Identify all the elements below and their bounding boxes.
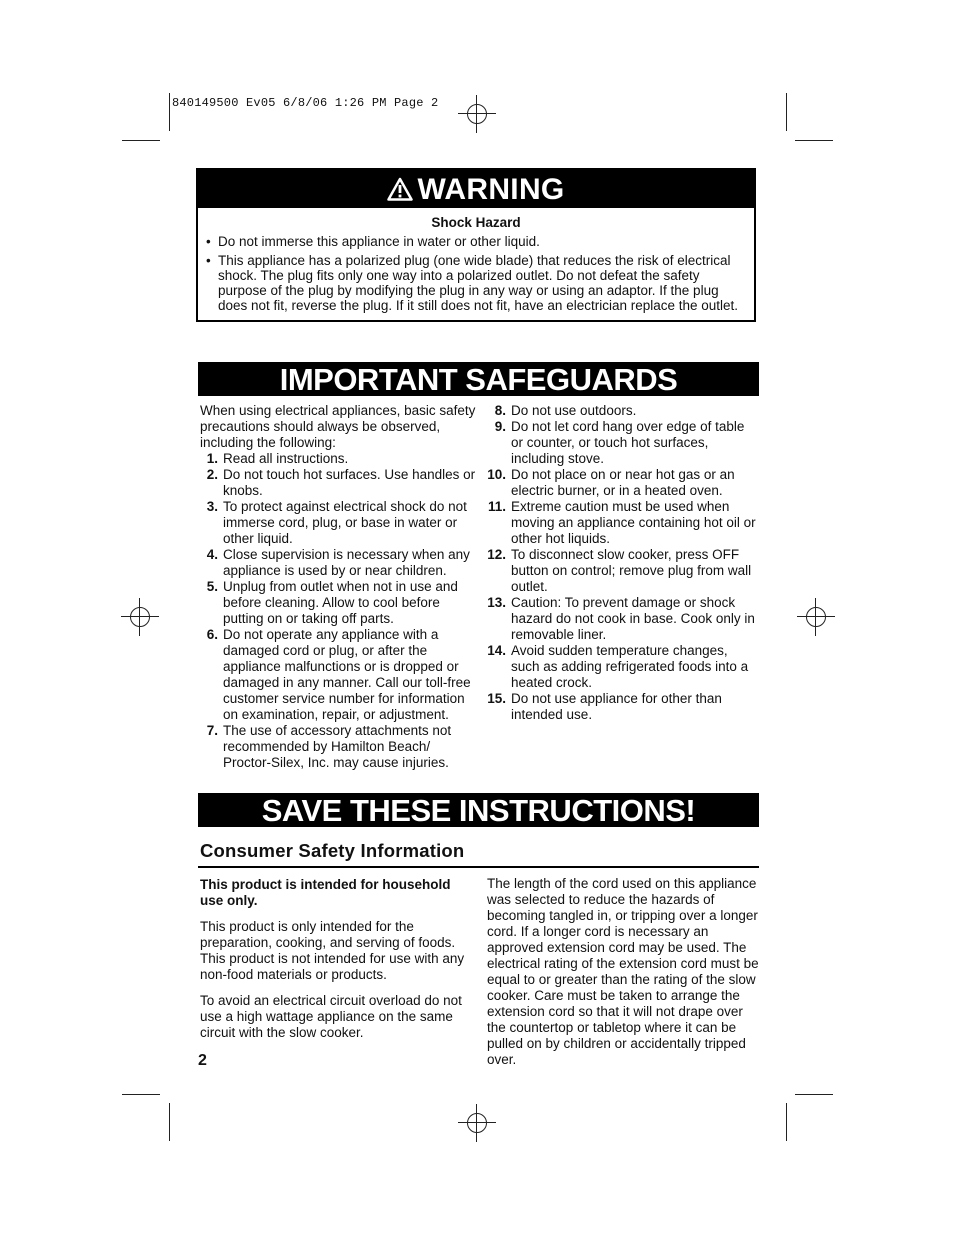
warning-header — [198, 170, 754, 208]
list-item — [486, 691, 756, 723]
item-text: Do not use appliance for other than intended use. — [511, 691, 722, 722]
crop-mark — [122, 1094, 160, 1095]
save-instructions-banner: SAVE THESE INSTRUCTIONS! — [198, 793, 759, 827]
list-item — [200, 451, 480, 467]
list-item — [200, 723, 480, 771]
list-item — [200, 467, 480, 499]
safeguards-right-column — [486, 403, 756, 723]
consumer-safety-paragraph: To avoid an electrical circuit overload do not use a high wattage appliance on the same circuit with the slow cooker. — [200, 993, 462, 1040]
item-number: 9. — [494, 419, 506, 434]
item-text: Do not use outdoors. — [511, 403, 637, 418]
page-number: 2 — [198, 1052, 207, 1069]
list-item — [200, 547, 480, 579]
item-text: Read all instructions. — [223, 451, 349, 466]
item-number: 1. — [206, 451, 218, 466]
item-text: Extreme caution must be used when moving an appliance containing hot oil or other hot liquids. — [511, 499, 756, 546]
item-text: Caution: To prevent damage or shock hazard do not cook in base. Cook only in removable liner. — [511, 595, 755, 642]
item-number: 15. — [487, 691, 506, 706]
list-item — [200, 627, 480, 723]
item-text: Do not let cord hang over edge of table or counter, or touch hot surfaces, including stove. — [511, 419, 745, 466]
consumer-safety-left-column — [200, 877, 472, 1051]
item-number: 12. — [487, 547, 506, 562]
crop-mark — [786, 1103, 787, 1141]
item-text: Do not touch hot surfaces. Use handles or knobs. — [223, 467, 476, 498]
warning-list — [206, 234, 748, 317]
list-item — [486, 467, 756, 499]
item-number: 3. — [206, 499, 218, 514]
consumer-safety-paragraph: This product is only intended for the preparation, cooking, and serving of foods. This product is not intended for use with any non-food materials or products. — [200, 919, 465, 982]
crop-mark — [169, 1103, 170, 1141]
item-number: 11. — [487, 499, 506, 514]
warning-box — [196, 168, 756, 322]
warning-triangle-icon — [387, 177, 413, 201]
item-number: 7. — [206, 723, 218, 738]
item-number: 6. — [206, 627, 218, 642]
item-number: 4. — [206, 547, 218, 562]
crop-mark — [795, 140, 833, 141]
item-number: 13. — [487, 595, 506, 610]
safeguards-left-column — [200, 403, 480, 771]
list-item — [486, 499, 756, 547]
section-divider — [198, 866, 759, 868]
list-item — [200, 499, 480, 547]
item-number: 5. — [206, 579, 218, 594]
warning-item: • Do not immerse this appliance in water or other liquid. — [206, 234, 748, 249]
warning-title: WARNING — [417, 173, 565, 206]
item-number: 8. — [494, 403, 506, 418]
item-text: Close supervision is necessary when any appliance is used by or near children. — [223, 547, 470, 578]
list-item — [200, 579, 480, 627]
household-use-note: This product is intended for household use only. — [200, 877, 451, 908]
registration-mark — [458, 1104, 496, 1142]
item-number: 2. — [206, 467, 218, 482]
item-text: To disconnect slow cooker, press OFF button on control; remove plug from wall outlet. — [511, 547, 752, 594]
item-text: Unplug from outlet when not in use and before cleaning. Allow to cool before putting on or taking off parts. — [223, 579, 458, 626]
list-item — [486, 547, 756, 595]
list-item — [486, 419, 756, 467]
safeguards-title: IMPORTANT SAFEGUARDS — [198, 362, 759, 396]
warning-item: • This appliance has a polarized plug (one wide blade) that reduces the risk of electrical shock. The plug fits only one way into a polarized outlet. Do not defeat the safety purpose of the plug by modifying the plug in any way or using an adaptor. If the plug does not fit, reverse the plug. If it still does not fit, have an electrician replace the outlet. — [206, 253, 748, 314]
item-text: Do not place on or near hot gas or an electric burner, or in a heated oven. — [511, 467, 735, 498]
item-text: Do not operate any appliance with a damaged cord or plug, or after the appliance malfunctions or is dropped or damaged in any manner. Call our toll-free customer service number for information on examination, repair, or adjustment. — [223, 627, 471, 722]
list-item — [486, 643, 756, 691]
print-slug: 840149500 Ev05 6/8/06 1:26 PM Page 2 — [172, 96, 439, 110]
crop-mark — [122, 140, 160, 141]
registration-mark — [797, 598, 835, 636]
item-text: To protect against electrical shock do not immerse cord, plug, or base in water or other liquid. — [223, 499, 467, 546]
list-item — [486, 595, 756, 643]
crop-mark — [786, 93, 787, 131]
safeguards-intro: When using electrical appliances, basic safety precautions should always be observed, including the following: — [200, 403, 476, 450]
item-text: The use of accessory attachments not recommended by Hamilton Beach/ Proctor-Silex, Inc. may cause injuries. — [223, 723, 452, 770]
item-number: 14. — [487, 643, 506, 658]
crop-mark — [795, 1094, 833, 1095]
registration-mark — [121, 598, 159, 636]
item-text: Avoid sudden temperature changes, such as adding refrigerated foods into a heated crock. — [511, 643, 749, 690]
warning-subtitle: Shock Hazard — [431, 215, 521, 230]
crop-mark — [169, 93, 170, 131]
consumer-safety-title: Consumer Safety Information — [200, 840, 465, 861]
registration-mark — [458, 95, 496, 133]
list-item — [486, 403, 756, 419]
consumer-safety-right-column: The length of the cord used on this appliance was selected to reduce the hazards of becoming tangled in, or tripping over a longer cord. If a longer cord is necessary an approved extension cord may be used. The electrical rating of the extension cord must be equal to or greater than the rating of the slow cooker. Care must be taken to arrange the extension cord so that it will not drape over the countertop or tabletop where it can be pulled on by children or accidentally tripped over. — [487, 876, 759, 1067]
item-number: 10. — [487, 467, 506, 482]
